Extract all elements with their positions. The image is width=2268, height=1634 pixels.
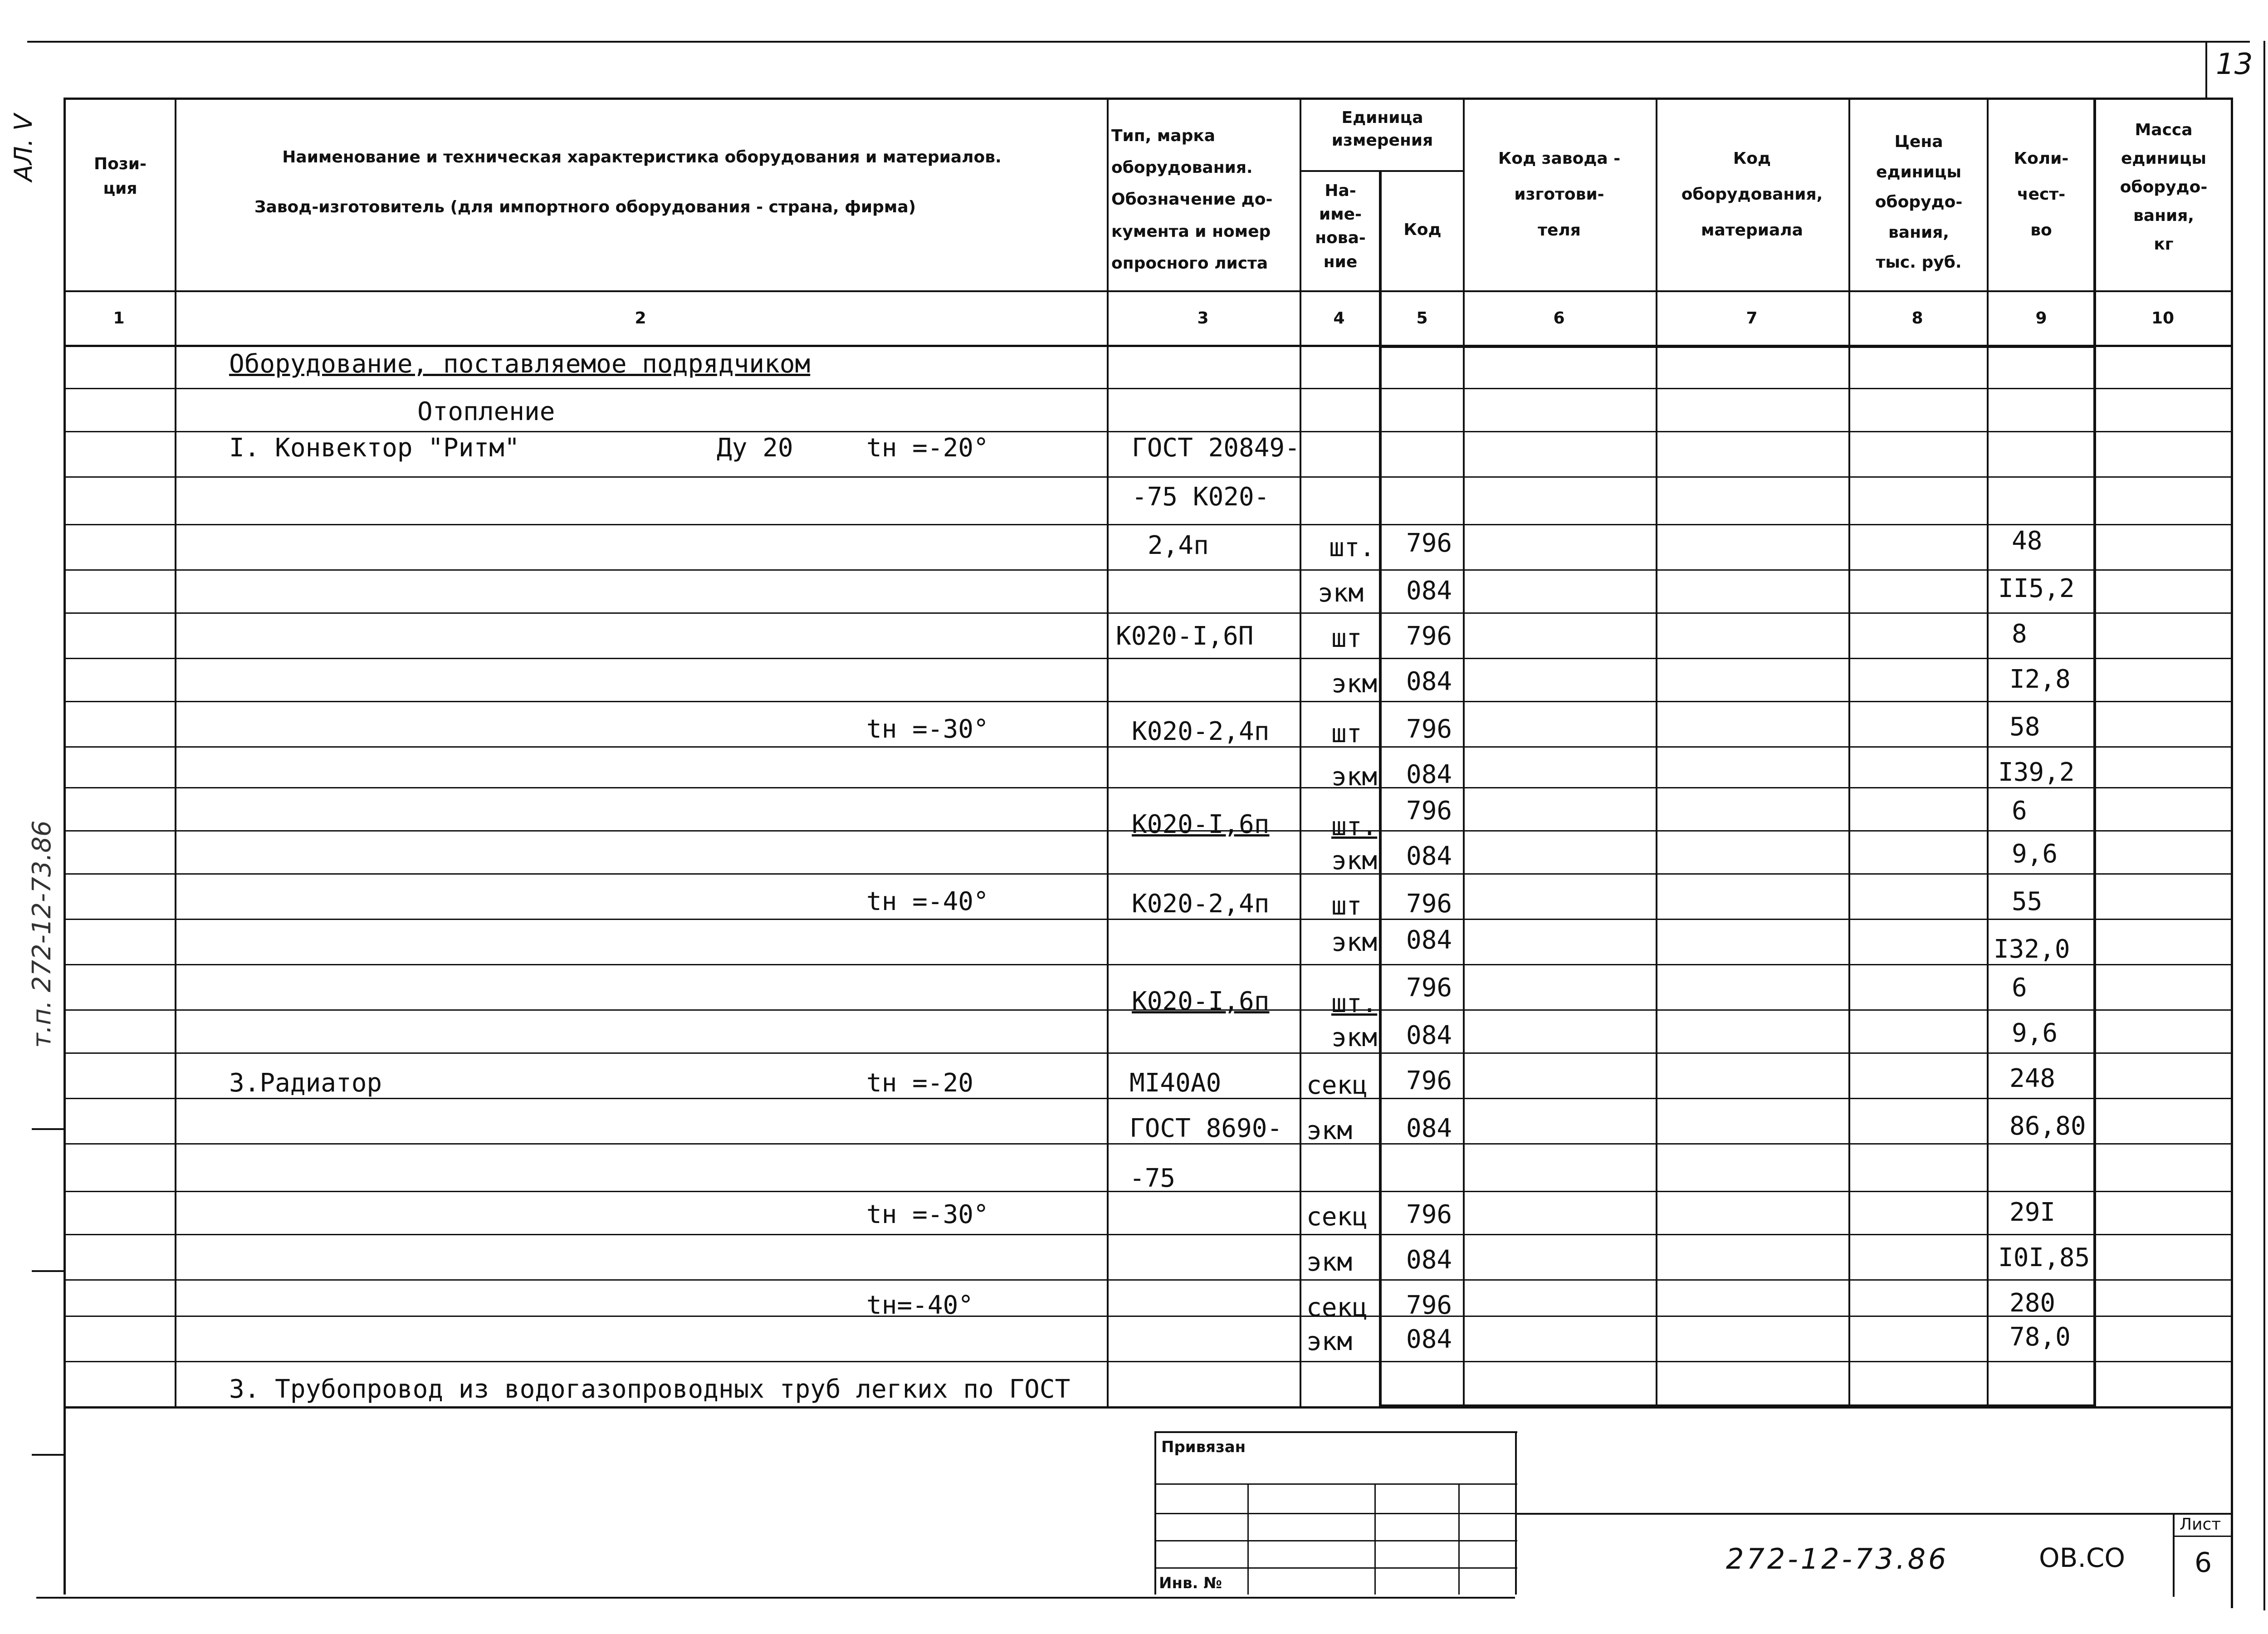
stamp-line xyxy=(1154,1540,1517,1541)
unit: экм xyxy=(1306,1248,1353,1277)
unit: шт xyxy=(1331,891,1362,921)
unit: экм xyxy=(1331,762,1378,792)
stamp-list-label: Лист xyxy=(2180,1515,2221,1534)
quantity: 55 xyxy=(2012,887,2043,916)
temp-30b: tн =-30° xyxy=(866,1200,989,1229)
doc-k016: К020-I,6П xyxy=(1116,621,1254,651)
unit: шт. xyxy=(1329,533,1375,563)
row-rule xyxy=(64,1316,2232,1317)
col-sep-2 xyxy=(1107,98,1109,1409)
unit: экм xyxy=(1306,1327,1353,1356)
header-col5: Код xyxy=(1403,220,1442,239)
stamp-line xyxy=(1458,1483,1460,1595)
quantity: 280 xyxy=(2009,1288,2056,1318)
row-rule xyxy=(64,1234,2232,1235)
unit-group-rule xyxy=(1300,170,1463,172)
col-sep-6 xyxy=(1656,98,1657,1409)
unit: шт xyxy=(1331,624,1362,653)
code: 084 xyxy=(1406,576,1452,606)
unit: секц xyxy=(1306,1202,1368,1232)
stamp-line xyxy=(1247,1483,1249,1595)
corner-box-left xyxy=(2205,41,2207,98)
unit: секц xyxy=(1306,1071,1368,1100)
item3-name: 3.Радиатор xyxy=(229,1068,382,1098)
doc-k016-40: К020-I,6п xyxy=(1132,987,1270,1016)
stamp-line xyxy=(2173,1536,2232,1537)
unit: экм xyxy=(1331,669,1378,699)
doc-gost2-a: ГОСТ 8690- xyxy=(1129,1114,1283,1143)
col-sep-3 xyxy=(1300,98,1301,1409)
row-rule xyxy=(64,1361,2232,1362)
code: 084 xyxy=(1406,667,1452,696)
stamp-line xyxy=(1515,1513,2232,1515)
left-margin-code: т.п. 272-12-73.86 xyxy=(27,820,57,1048)
header-col7: Код оборудования, материала xyxy=(1681,149,1823,240)
col-sep-1 xyxy=(175,98,176,1409)
header-unit-group: Единица измерения xyxy=(1331,108,1433,150)
quantity: 6 xyxy=(2012,796,2027,826)
row-rule xyxy=(64,746,2232,748)
code: 084 xyxy=(1406,760,1452,789)
row-rule xyxy=(64,569,2232,571)
code: 084 xyxy=(1406,1114,1452,1143)
corner-box-right xyxy=(2263,41,2265,1610)
row-rule xyxy=(64,919,2232,920)
left-margin-album: АЛ. V xyxy=(9,114,38,181)
unit: экм xyxy=(1331,1023,1378,1052)
header-col4: На- име- нова- ние xyxy=(1315,181,1366,271)
code: 084 xyxy=(1406,925,1452,955)
code: 796 xyxy=(1406,621,1452,651)
quantity: 248 xyxy=(2009,1064,2056,1093)
section-title: Оборудование, поставляемое подрядчиком xyxy=(229,349,811,379)
column-number: 3 xyxy=(1197,309,1209,328)
row-rule xyxy=(64,1143,2232,1145)
header-col1: Пози- ция xyxy=(94,155,147,198)
header-col10: Масса единицы оборудо- вания, кг xyxy=(2120,121,2208,254)
code: 796 xyxy=(1406,528,1452,558)
stamp-inv-no: Инв. № xyxy=(1159,1574,1222,1592)
unit: экм xyxy=(1306,1116,1353,1145)
row-rule xyxy=(64,612,2232,614)
row-rule xyxy=(64,1098,2232,1099)
margin-tick-2 xyxy=(32,1270,64,1272)
row-rule xyxy=(64,1279,2232,1281)
margin-tick-1 xyxy=(32,1128,64,1130)
quantity: I2,8 xyxy=(2009,665,2071,694)
subsection-title: Отопление xyxy=(417,397,555,426)
quantity: I0I,85 xyxy=(1998,1243,2090,1272)
doc-m140: МI40А0 xyxy=(1129,1068,1222,1098)
code: 796 xyxy=(1406,714,1452,744)
quantity: 48 xyxy=(2012,526,2043,556)
stamp-line xyxy=(1154,1567,1517,1569)
header-col3: Тип, марка оборудования. Обозначение до- кумента и номер опросного листа xyxy=(1111,127,1273,273)
doc-gost1-b: -75 К020- xyxy=(1132,482,1270,512)
temp-40: tн =-40° xyxy=(866,887,989,916)
item1-name: I. Конвектор "Ритм" xyxy=(229,433,520,463)
unit: экм xyxy=(1331,846,1378,876)
quantity: 8 xyxy=(2012,619,2027,649)
unit: шт xyxy=(1331,719,1362,749)
row-rule xyxy=(64,964,2232,965)
col-sep-5 xyxy=(1463,98,1465,1409)
item-pipe: 3. Трубопровод из водогазопроводных труб легких по ГОСТ xyxy=(229,1375,1070,1404)
column-number: 1 xyxy=(113,309,125,328)
column-number: 5 xyxy=(1416,309,1428,328)
quantity: I39,2 xyxy=(1998,758,2075,787)
table-top xyxy=(64,98,2232,100)
doc-k024-40: К020-2,4п xyxy=(1132,889,1270,919)
quantity: 29I xyxy=(2009,1198,2056,1227)
stamp-line xyxy=(1154,1483,1517,1485)
header-col9: Коли- чест- во xyxy=(2014,149,2069,240)
code: 796 xyxy=(1406,1291,1452,1320)
header-col2-line2: Завод-изготовитель (для импортного оборудования - страна, фирма) xyxy=(254,198,916,216)
unit: экм xyxy=(1331,928,1378,957)
doc-gost1-c: 2,4п xyxy=(1148,531,1209,560)
header-col8: Цена единицы оборудо- вания, тыс. руб. xyxy=(1875,132,1963,272)
stamp-line xyxy=(1374,1483,1376,1595)
quantity: I32,0 xyxy=(1994,934,2070,964)
quantity: 6 xyxy=(2012,973,2027,1003)
row-rule xyxy=(64,787,2232,788)
thick-box-bottom xyxy=(1379,1404,2096,1408)
code: 796 xyxy=(1406,1200,1452,1229)
temp-30: tн =-30° xyxy=(866,714,989,744)
quantity: II5,2 xyxy=(1998,574,2075,603)
unit: шт. xyxy=(1331,989,1378,1018)
header-col6: Код завода - изготови- теля xyxy=(1498,149,1621,240)
table-right xyxy=(2231,98,2233,1608)
quantity: 9,6 xyxy=(2012,1018,2058,1048)
stamp-doc-code: 272-12-73.86 xyxy=(1726,1542,1949,1575)
code: 084 xyxy=(1406,1021,1452,1050)
top-rule xyxy=(27,41,2250,43)
temp-20b: tн =-20 xyxy=(866,1068,974,1098)
column-number: 4 xyxy=(1333,309,1345,328)
row-rule xyxy=(64,1052,2232,1054)
doc-gost2-b: -75 xyxy=(1129,1164,1176,1193)
col-sep-9 xyxy=(2093,98,2096,1409)
stamp-list-number: 6 xyxy=(2195,1547,2212,1579)
col-sep-8 xyxy=(1987,98,1989,1409)
stamp-mark: ОВ.СО xyxy=(2039,1542,2126,1573)
row-rule xyxy=(64,524,2232,525)
unit: секц xyxy=(1306,1293,1368,1322)
margin-tick-3 xyxy=(32,1454,64,1456)
row-rule xyxy=(64,873,2232,875)
code: 084 xyxy=(1406,1245,1452,1275)
doc-gost1-a: ГОСТ 20849- xyxy=(1132,433,1300,463)
code: 796 xyxy=(1406,889,1452,919)
column-number: 6 xyxy=(1553,309,1565,328)
column-number: 8 xyxy=(1911,309,1923,328)
stamp-line xyxy=(1154,1431,1517,1433)
row-rule xyxy=(64,701,2232,702)
stamp-line xyxy=(1154,1513,1517,1514)
temp-40b: tн=-40° xyxy=(866,1291,974,1320)
quantity: 86,80 xyxy=(2009,1111,2086,1141)
row-rule xyxy=(64,388,2232,389)
quantity: 9,6 xyxy=(2012,839,2058,869)
header-bottom xyxy=(64,290,2232,292)
sheet-corner-number: 13 xyxy=(2216,48,2253,81)
code: 084 xyxy=(1406,1325,1452,1354)
row-rule xyxy=(64,431,2232,432)
quantity: 58 xyxy=(2009,712,2040,742)
code: 796 xyxy=(1406,1066,1452,1096)
column-number: 2 xyxy=(635,309,646,328)
table-left xyxy=(64,98,66,1595)
column-number: 9 xyxy=(2035,309,2047,328)
thick-box-top xyxy=(1379,345,2096,348)
doc-k016-30: К020-I,6п xyxy=(1132,810,1270,839)
quantity: 78,0 xyxy=(2009,1322,2071,1352)
column-number: 10 xyxy=(2151,309,2175,328)
stamp-privyazan: Привязан xyxy=(1161,1438,1246,1456)
page-bottom xyxy=(36,1597,1515,1599)
col-sep-7 xyxy=(1848,98,1850,1409)
row-rule xyxy=(64,476,2232,478)
unit: экм xyxy=(1318,578,1364,608)
unit: шт. xyxy=(1331,812,1378,841)
col-sep-4 xyxy=(1379,170,1382,1409)
row-rule xyxy=(64,658,2232,659)
code: 796 xyxy=(1406,796,1452,826)
item1-du: Ду 20 xyxy=(717,433,793,463)
code: 796 xyxy=(1406,973,1452,1003)
column-number: 7 xyxy=(1746,309,1758,328)
stamp-line xyxy=(2173,1513,2175,1597)
temp-20: tн =-20° xyxy=(866,433,989,463)
code: 084 xyxy=(1406,841,1452,871)
header-col2-line1: Наименование и техническая характеристика оборудования и материалов. xyxy=(282,148,1002,166)
doc-k024-30: К020-2,4п xyxy=(1132,717,1270,746)
